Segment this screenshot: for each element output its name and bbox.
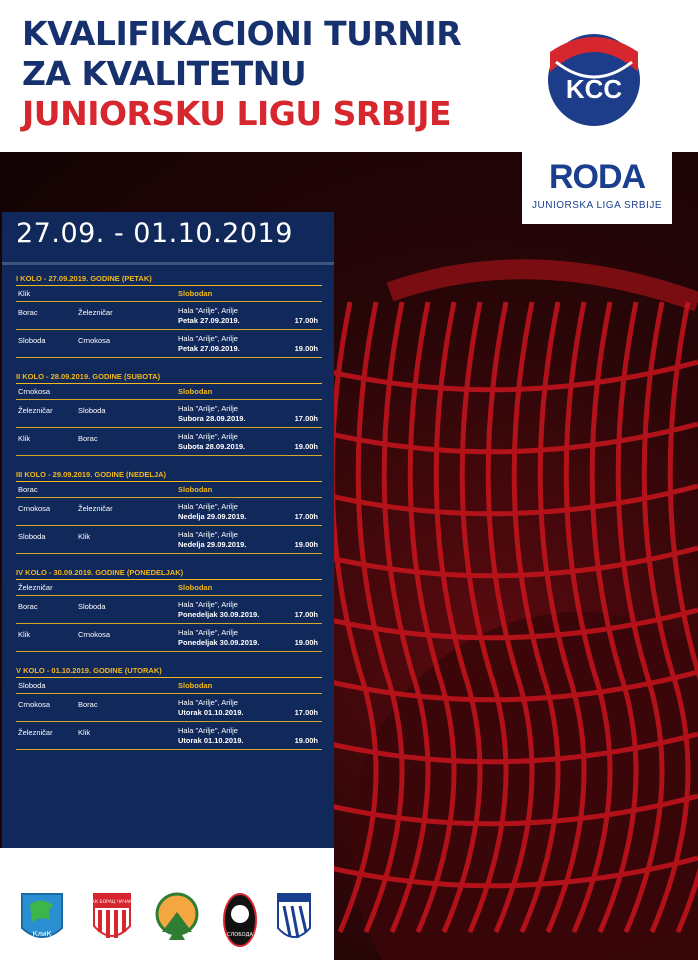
match-time: 17.00h [294, 414, 318, 423]
match-date: Subota 28.09.2019. [178, 442, 246, 451]
match-row [16, 596, 322, 624]
match-row [16, 400, 322, 428]
round-title: V KOLO - 01.10.2019. GODINE (UTORAK) [16, 664, 322, 678]
match-row [16, 624, 322, 652]
roda-logo [522, 152, 672, 224]
bye-row [16, 678, 322, 694]
bye-row [16, 482, 322, 498]
match-time: 17.00h [294, 610, 318, 619]
match-date: Nedelja 29.09.2019. [178, 540, 247, 549]
match-venue: Hala "Arilje", Arilje [178, 432, 238, 441]
match-date: Petak 27.09.2019. [178, 344, 240, 353]
schedule-list [16, 272, 322, 762]
away-team: Sloboda [78, 406, 106, 415]
bye-label: Slobodan [178, 387, 213, 396]
bye-row [16, 384, 322, 400]
bye-row [16, 286, 322, 302]
match-venue: Hala "Arilje", Arilje [178, 404, 238, 413]
match-row [16, 526, 322, 554]
crnokosa-logo [154, 892, 200, 946]
match-venue: Hala "Arilje", Arilje [178, 628, 238, 637]
bye-team: Klik [18, 289, 31, 298]
round-section [16, 370, 322, 456]
match-row [16, 330, 322, 358]
match-date: Ponedeljak 30.09.2019. [178, 610, 260, 619]
page-title-line3: JUNIORSKU LIGU SRBIJE [22, 94, 452, 133]
roda-subtitle: JUNIORSKA LIGA SRBIJE [532, 200, 662, 211]
bye-team: Borac [18, 485, 38, 494]
round-section [16, 566, 322, 652]
sloboda-logo-text: СЛОБОДА [227, 932, 253, 938]
klik-logo-text: КлиК [32, 930, 52, 938]
home-team: Klik [18, 434, 31, 443]
bye-team: Železničar [18, 583, 53, 592]
match-time: 19.00h [294, 736, 318, 745]
match-date: Nedelja 29.09.2019. [178, 512, 247, 521]
away-team: Železničar [78, 308, 113, 317]
match-time: 19.00h [294, 540, 318, 549]
borac-logo-text: КК БОРАЦ ЧАЧАК [92, 900, 132, 905]
away-team: Crnokosa [78, 630, 111, 639]
match-date: Petak 27.09.2019. [178, 316, 240, 325]
home-team: Crnokosa [18, 504, 51, 513]
match-venue: Hala "Arilje", Arilje [178, 306, 238, 315]
tournament-dates: 27.09. - 01.10.2019 [16, 218, 293, 249]
bye-label: Slobodan [178, 485, 213, 494]
match-row [16, 722, 322, 750]
match-time: 19.00h [294, 638, 318, 647]
match-venue: Hala "Arilje", Arilje [178, 334, 238, 343]
round-title: III KOLO - 29.09.2019. GODINE (NEDELJA) [16, 468, 322, 482]
away-team: Borac [78, 434, 98, 443]
away-team: Klik [78, 728, 91, 737]
bye-team: Crnokosa [18, 387, 51, 396]
divider [2, 262, 334, 265]
home-team: Klik [18, 630, 31, 639]
round-section [16, 664, 322, 750]
header [0, 0, 698, 152]
kcc-logo [546, 32, 642, 128]
page-title-line1: KVALIFIKACIONI TURNIR [22, 14, 462, 53]
round-title: I KOLO - 27.09.2019. GODINE (PETAK) [16, 272, 322, 286]
bye-label: Slobodan [178, 583, 213, 592]
roda-brand: RODA [548, 158, 646, 196]
match-time: 19.00h [294, 344, 318, 353]
home-team: Borac [18, 602, 38, 611]
match-time: 17.00h [294, 708, 318, 717]
round-title: IV KOLO - 30.09.2019. GODINE (PONEDELJAK) [16, 566, 322, 580]
home-team: Sloboda [18, 336, 46, 345]
bye-row [16, 580, 322, 596]
match-row [16, 498, 322, 526]
match-venue: Hala "Arilje", Arilje [178, 530, 238, 539]
match-venue: Hala "Arilje", Arilje [178, 600, 238, 609]
match-row [16, 302, 322, 330]
home-team: Crnokosa [18, 700, 51, 709]
round-section [16, 272, 322, 358]
klik-logo [20, 892, 64, 946]
match-row [16, 428, 322, 456]
borac-logo [92, 892, 132, 946]
match-venue: Hala "Arilje", Arilje [178, 698, 238, 707]
sloboda-logo [222, 892, 258, 948]
away-team: Borac [78, 700, 98, 709]
page-title-line2: ZA KVALITETNU [22, 54, 307, 93]
basketball-net-image [330, 152, 698, 960]
home-team: Železničar [18, 728, 53, 737]
home-team: Sloboda [18, 532, 46, 541]
bye-team: Sloboda [18, 681, 46, 690]
round-section [16, 468, 322, 554]
home-team: Železničar [18, 406, 53, 415]
match-venue: Hala "Arilje", Arilje [178, 502, 238, 511]
match-venue: Hala "Arilje", Arilje [178, 726, 238, 735]
away-team: Železničar [78, 504, 113, 513]
match-time: 19.00h [294, 442, 318, 451]
round-title: II KOLO - 28.09.2019. GODINE (SUBOTA) [16, 370, 322, 384]
match-date: Subora 28.09.2019. [178, 414, 246, 423]
match-date: Ponedeljak 30.09.2019. [178, 638, 260, 647]
home-team: Borac [18, 308, 38, 317]
away-team: Crnokosa [78, 336, 111, 345]
zeleznicar-logo [276, 892, 312, 946]
match-date: Utorak 01.10.2019. [178, 736, 244, 745]
kcc-logo-text: KCC [565, 74, 623, 104]
bye-label: Slobodan [178, 289, 213, 298]
match-date: Utorak 01.10.2019. [178, 708, 244, 717]
away-team: Klik [78, 532, 91, 541]
away-team: Sloboda [78, 602, 106, 611]
match-time: 17.00h [294, 316, 318, 325]
bye-label: Slobodan [178, 681, 213, 690]
match-time: 17.00h [294, 512, 318, 521]
match-row [16, 694, 322, 722]
